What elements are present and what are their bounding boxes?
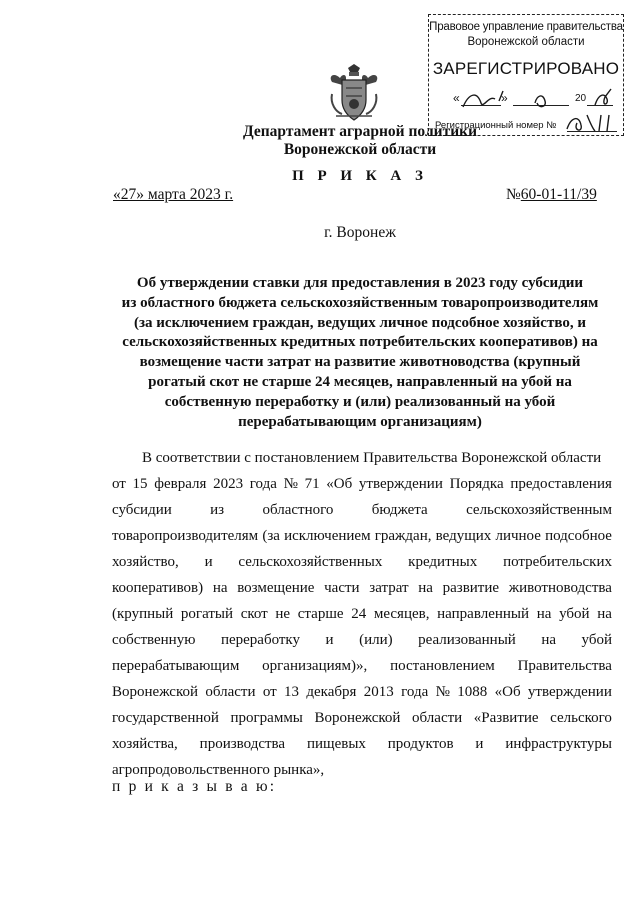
body-word: Воронежской: [314, 710, 401, 726]
body-word: (крупный: [112, 606, 174, 622]
body-word: старше: [297, 606, 344, 622]
body-word: Воронежской: [112, 684, 198, 700]
body-line: агропродовольственного рынка»,: [112, 762, 325, 778]
body-word: пищевых: [306, 736, 366, 752]
body-word: года: [249, 476, 277, 492]
body-word: не: [275, 606, 291, 622]
body-line: [112, 528, 612, 548]
stamp-open-quote: «: [453, 91, 460, 105]
body-word: направленный: [437, 606, 530, 622]
body-word: перерабатывающим: [112, 658, 240, 674]
body-line: [112, 580, 612, 600]
body-word: (или): [359, 632, 393, 648]
body-word: производства: [199, 736, 286, 752]
body-word: на: [597, 606, 612, 622]
body-word: (за: [262, 528, 280, 544]
body-word: товаропроизводителям: [112, 528, 259, 544]
body-word: на: [541, 632, 557, 648]
stamp-reg-number-label: Регистрационный номер №: [435, 120, 557, 131]
stamp-authority-line2: Воронежской области: [467, 36, 585, 48]
body-word: убой: [559, 606, 590, 622]
body-word: скот: [240, 606, 268, 622]
body-word: 1088: [457, 684, 488, 700]
body-word: Порядка: [449, 476, 504, 492]
body-line: [112, 658, 612, 678]
title-line: из областного бюджета сельскохозяйственным товаропроизводителям: [121, 294, 599, 311]
body-word: исключением: [284, 528, 371, 544]
body-word: месяцев,: [373, 606, 430, 622]
body-word: кооперативов): [112, 580, 204, 596]
body-line: [112, 710, 612, 730]
order-date: «27» марта 2023 г.: [113, 186, 234, 203]
body-word: субсидии: [112, 502, 172, 518]
body-word: реализованный: [418, 632, 516, 648]
body-word: граждан,: [374, 528, 432, 544]
body-word: 15: [132, 476, 148, 492]
body-word: сельского: [550, 710, 612, 726]
body-word: бюджета: [371, 502, 428, 518]
body-word: государственной: [112, 710, 219, 726]
body-word: «Об: [494, 684, 521, 700]
body-word: сельскохозяйственных: [238, 554, 383, 570]
body-word: области: [412, 710, 463, 726]
body-word: части: [324, 580, 360, 596]
registration-stamp: [428, 14, 624, 136]
body-word: 71: [304, 476, 320, 492]
body-word: предоставления: [510, 476, 612, 492]
body-line: [112, 554, 612, 574]
body-word: утверждении: [358, 476, 443, 492]
body-word: кредитных: [408, 554, 478, 570]
body-word: хозяйство,: [112, 554, 179, 570]
title-line: возмещение части затрат на развитие животноводства (крупный: [139, 354, 581, 371]
body-word: от: [262, 684, 277, 700]
title-line: собственную переработку и (или) реализованный на убой: [164, 393, 556, 410]
stamp-year-prefix: 20: [575, 93, 587, 104]
order-number: [506, 186, 597, 204]
body-word: 2023: [213, 476, 244, 492]
body-word: «Об: [326, 476, 353, 492]
body-line: [112, 736, 612, 756]
title-line: Об утверждении ставки для предоставления в 2023 году субсидии: [136, 275, 584, 291]
body-word: Правительства: [517, 658, 612, 674]
issuing-city: г. Воронеж: [324, 224, 396, 241]
body-word: переработку: [220, 632, 301, 648]
body-word: ведущих: [435, 528, 492, 544]
body-word: возмещение: [237, 580, 315, 596]
title-line: сельскохозяйственных кредитных потребительских кооперативов) на: [122, 334, 598, 351]
stamp-close-quote: »: [501, 91, 508, 105]
coat-of-arms-icon: [326, 64, 382, 122]
department-name-line2: Воронежской области: [283, 141, 437, 158]
body-word: от: [112, 476, 126, 492]
body-word: февраля: [154, 476, 207, 492]
body-word: на: [418, 580, 433, 596]
title-line: перерабатывающим организациям): [238, 413, 482, 430]
body-line: [112, 476, 612, 496]
body-word: сельскохозяйственным: [466, 502, 612, 518]
body-word: постановлением: [390, 658, 495, 674]
body-word: декабря: [306, 684, 357, 700]
order-number-prefix: №: [506, 186, 521, 203]
order-directive: п р и к а з ы в а ю:: [112, 778, 277, 795]
body-word: инфраструктуры: [505, 736, 612, 752]
body-word: собственную: [112, 632, 196, 648]
body-word: затрат: [369, 580, 409, 596]
body-word: и: [475, 736, 484, 752]
body-word: организациям)»,: [262, 658, 368, 674]
body-word: 13: [284, 684, 300, 700]
body-word: утверждении: [527, 684, 612, 700]
body-line: [112, 684, 612, 704]
body-line: В соответствии с постановлением Правительства Воронежской области: [142, 450, 602, 466]
body-word: потребительских: [503, 554, 612, 570]
body-word: 24: [351, 606, 367, 622]
body-word: хозяйства,: [112, 736, 178, 752]
body-word: «Развитие: [473, 710, 539, 726]
body-word: и: [325, 632, 334, 648]
body-word: личное: [495, 528, 541, 544]
title-line: рогатый скот не старше 24 месяцев, направленный на убой на: [148, 373, 572, 390]
body-word: областного: [262, 502, 334, 518]
body-word: №: [283, 476, 298, 492]
order-number-value: 60-01-11/39: [520, 186, 597, 203]
body-word: области: [205, 684, 256, 700]
stamp-authority-line1: Правовое управление правительства: [429, 21, 623, 33]
body-word: на: [536, 606, 552, 622]
body-word: №: [435, 684, 450, 700]
body-word: на: [212, 580, 228, 596]
stamp-registered-label: ЗАРЕГИСТРИРОВАНО: [432, 59, 620, 78]
body-word: продуктов: [387, 736, 454, 752]
document-type-heading: П Р И К А З: [292, 168, 428, 184]
body-word: подсобное: [545, 528, 612, 544]
body-word: животноводства: [508, 580, 612, 596]
body-word: и: [204, 554, 213, 570]
body-line: [112, 632, 612, 652]
body-word: убой: [581, 632, 612, 648]
body-word: развитие: [442, 580, 500, 596]
body-word: рогатый: [180, 606, 234, 622]
body-word: года: [401, 684, 429, 700]
body-line: [112, 606, 612, 626]
handwritten-reg-number: [563, 111, 623, 135]
body-word: из: [210, 502, 225, 518]
body-line: [112, 502, 612, 522]
body-word: 2013: [363, 684, 394, 700]
order-title: [110, 274, 610, 432]
body-word: программы: [230, 710, 303, 726]
title-line: (за исключением граждан, ведущих личное подсобное хозяйство, и: [134, 314, 586, 331]
department-name-line1: Департамент аграрной политики: [242, 123, 477, 140]
